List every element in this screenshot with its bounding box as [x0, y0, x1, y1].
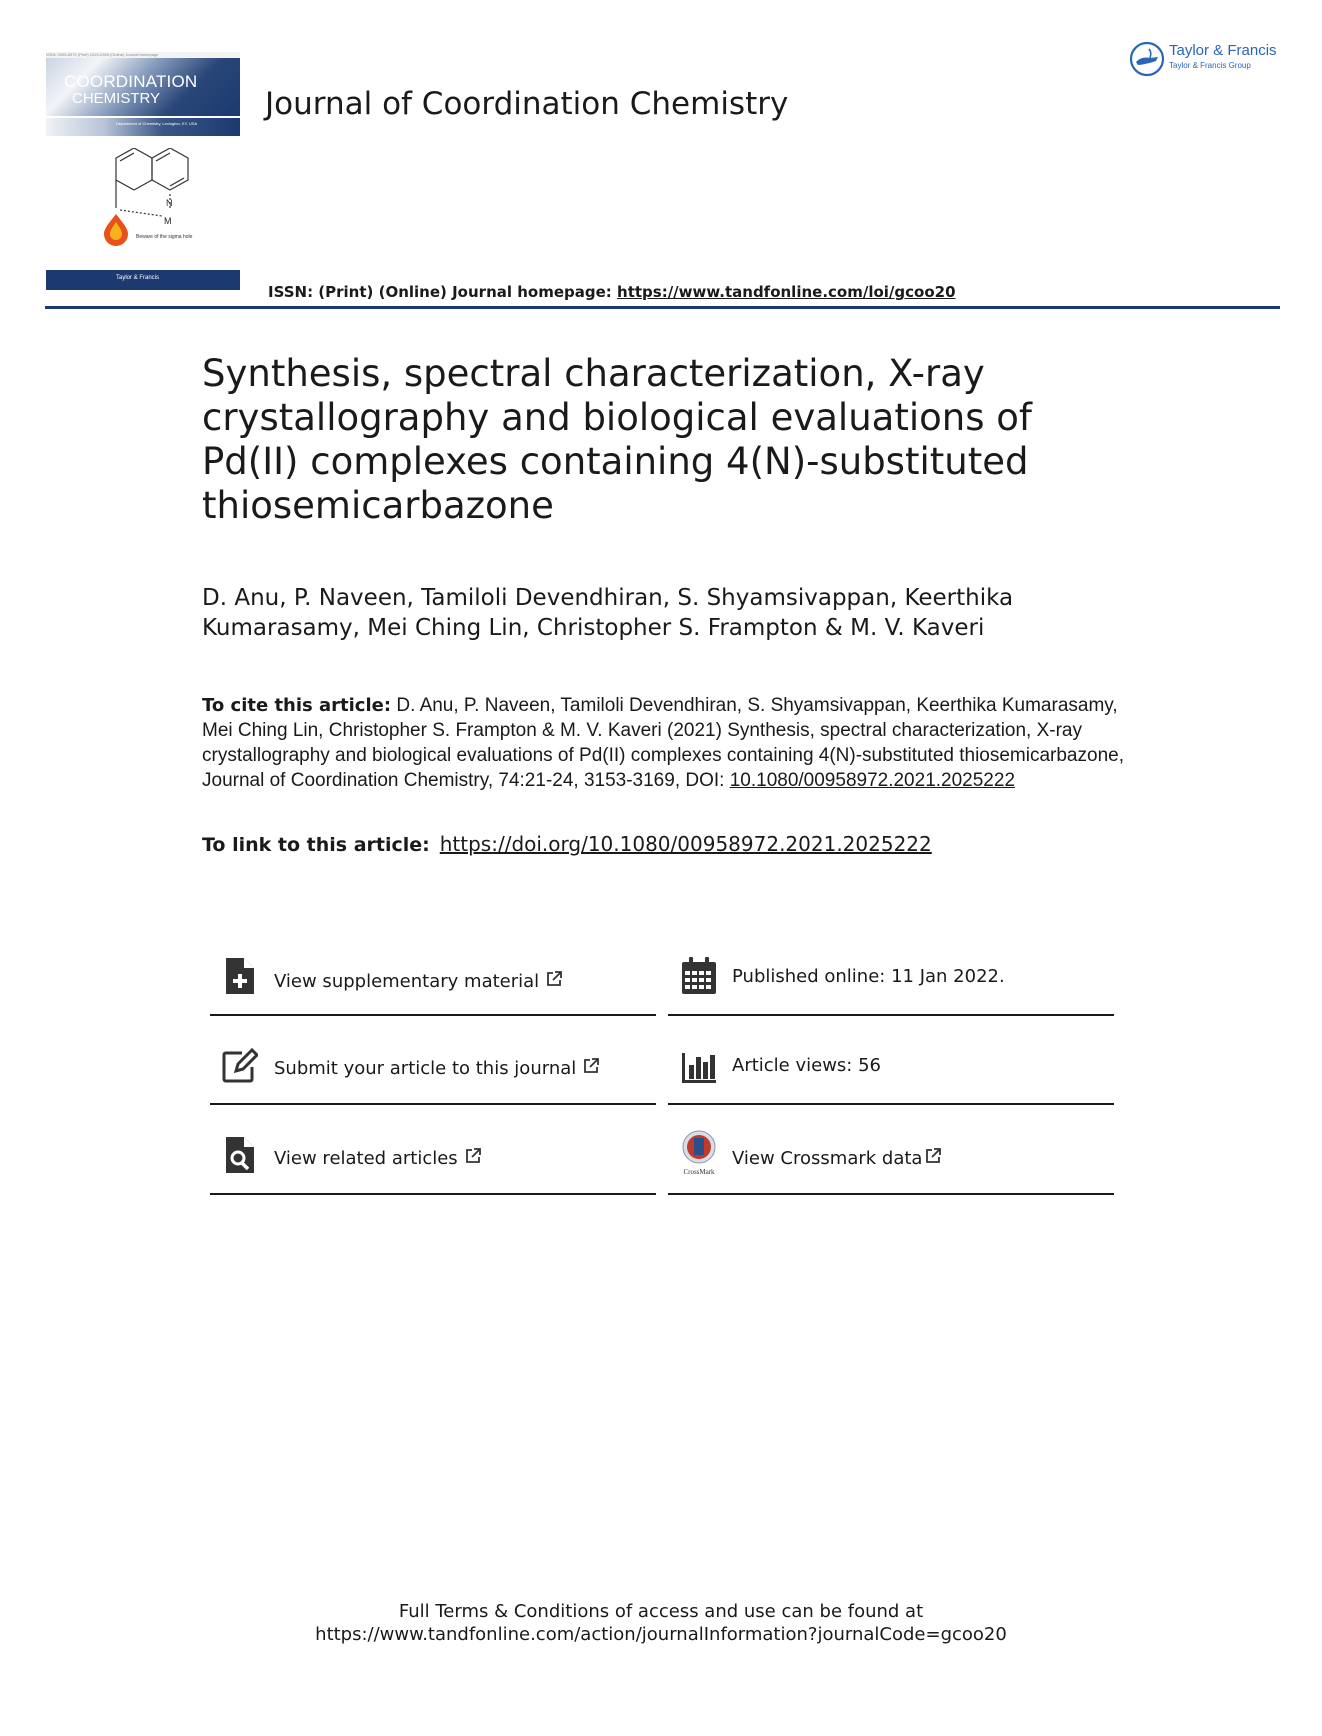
citation-doi-link[interactable]: 10.1080/00958972.2021.2025222 — [729, 770, 1016, 791]
file-plus-icon — [222, 956, 258, 996]
crossmark-label: View Crossmark data — [732, 1148, 923, 1169]
publisher-logo[interactable] — [1128, 40, 1283, 80]
external-link-icon — [464, 1147, 482, 1165]
supplementary-material-label: View supplementary material — [274, 971, 540, 992]
cell-divider — [210, 1014, 656, 1016]
submit-article-label: Submit your article to this journal — [274, 1058, 577, 1079]
cell-divider — [668, 1014, 1114, 1016]
header-divider — [45, 306, 1280, 309]
cover-mol-m: M — [164, 216, 172, 226]
article-title: Synthesis, spectral characterization, X-ray crystallography and biological evaluations of Pd(II) complexes containing 4(N)-substituted thiosemicarbazone — [202, 352, 1032, 527]
external-link-icon — [582, 1057, 600, 1075]
article-views-cell — [668, 1019, 1114, 1105]
related-articles-label: View related articles — [274, 1148, 458, 1169]
cover-strip — [46, 118, 240, 136]
article-doi-link[interactable]: https://doi.org/10.1080/00958972.2021.2025222 — [439, 832, 932, 856]
issn-text: ISSN: (Print) (Online) Journal homepage: — [268, 283, 618, 301]
cell-divider — [210, 1103, 656, 1105]
cover-header-text: ISSN: 0095-8972 (Print) 1029-0389 (Online) Journal homepage — [46, 52, 240, 58]
crossmark-caption: CrossMark — [683, 1168, 715, 1176]
file-search-icon — [222, 1135, 258, 1175]
cover-strip-text: Department of Chemistry, Lexington, KY, USA — [116, 121, 198, 126]
external-link-icon — [924, 1147, 942, 1165]
footer-line1: Full Terms & Conditions of access and use can be found at — [398, 1601, 924, 1622]
bar-chart-icon — [680, 1045, 716, 1085]
cover-mol-caption: Beware of the sigma hole — [136, 234, 193, 240]
article-authors: D. Anu, P. Naveen, Tamiloli Devendhiran, S. Shyamsivappan, Keerthika Kumarasamy, Mei Ching Lin, Christopher S. Frampton & M. V. Kaveri — [202, 585, 1014, 641]
cover-banner — [46, 58, 240, 116]
supplementary-material-cell[interactable] — [210, 930, 656, 1016]
published-online-text: Published online: 11 Jan 2022. — [732, 966, 1005, 987]
article-link-line — [202, 832, 932, 856]
cover-publisher-bar — [46, 270, 240, 290]
cover-mol-n: N — [166, 198, 173, 208]
journal-homepage-link[interactable]: https://www.tandfonline.com/loi/gcoo20 — [617, 283, 956, 301]
cell-divider — [668, 1103, 1114, 1105]
citation-text: D. Anu, P. Naveen, Tamiloli Devendhiran, S. Shyamsivappan, Keerthika Kumarasamy, Mei Ching Lin, Christopher S. Frampton & M. V. Kaveri (2021) Synthesis, spectral characterization, X-ray crystallography and biological evaluations of Pd(II) complexes containing 4(N)-substituted thiosemicarbazone, Journal of Coordination Chemistry, 74:21-24, 3153-3169, DOI: — [202, 695, 1124, 791]
article-views-text: Article views: 56 — [732, 1055, 881, 1076]
publisher-group: Taylor & Francis Group — [1169, 61, 1251, 70]
terms-footer — [0, 1600, 1322, 1646]
cell-divider — [668, 1193, 1114, 1195]
cover-publisher: Taylor & Francis — [116, 275, 160, 281]
citation-label: To cite this article: — [202, 695, 392, 716]
footer-terms-link[interactable]: https://www.tandfonline.com/action/journalInformation?journalCode=gcoo20 — [315, 1624, 1007, 1645]
crossmark-cell[interactable] — [668, 1109, 1114, 1195]
article-link-label: To link to this article: — [202, 834, 430, 856]
related-articles-cell[interactable] — [210, 1109, 656, 1195]
submit-article-link[interactable] — [274, 1057, 600, 1079]
crossmark-link[interactable] — [732, 1147, 942, 1169]
quinoline-molecule-illustration — [86, 148, 196, 268]
cell-divider — [210, 1193, 656, 1195]
calendar-icon — [680, 956, 716, 996]
journal-cover-thumbnail — [46, 52, 240, 292]
published-online-cell — [668, 930, 1114, 1016]
taylor-francis-lamp-icon — [1128, 40, 1166, 78]
journal-title: Journal of Coordination Chemistry — [265, 86, 789, 122]
edit-icon — [222, 1045, 258, 1085]
issn-line — [268, 283, 956, 301]
cover-title-line1: COORDINATION — [64, 72, 198, 91]
publisher-name: Taylor & Francis — [1169, 42, 1277, 59]
cover-title-line2: CHEMISTRY — [72, 90, 161, 107]
supplementary-material-link[interactable] — [274, 970, 563, 992]
crossmark-icon — [678, 1129, 720, 1177]
external-link-icon — [545, 970, 563, 988]
submit-article-cell[interactable] — [210, 1019, 656, 1105]
related-articles-link[interactable] — [274, 1147, 482, 1169]
citation-block — [202, 693, 1132, 793]
